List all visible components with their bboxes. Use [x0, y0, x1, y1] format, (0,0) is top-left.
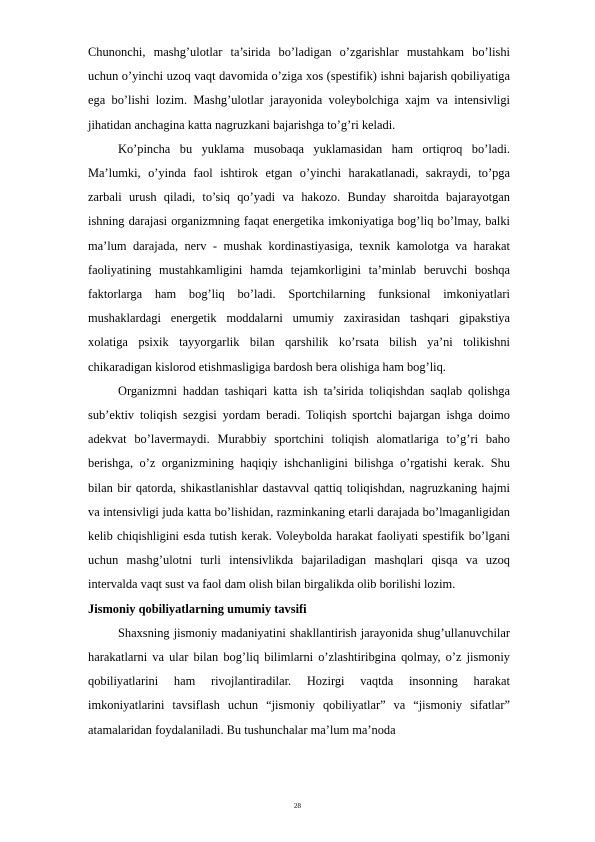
paragraph-3: Organizmni haddan tashiqari katta ish ta’sirida toliqishdan saqlab qolishga sub’ektiv toliqish sezgisi yordam beradi. Toliqish sportchi bajargan ishga doimo adekvat bo’lavermaydi. Murabbiy sportchini toliqish alomatlariga to’g’ri baho berishga, o’z organizmining haqiqiy ishchanligini bilishga o’rgatishi kerak. Shu bilan bir qatorda, shikastlanishlar dastavval qattiq toliqishdan, nagruzkaning hajmi va intensivligi juda katta bo’lishidan, razminkaning etarli darajada bo’lmaganligidan kelib chiqishligini esda tutish kerak. Voleybolda harakat faoliyati spestifik bo’lgani uchun mashg’ulotni turli intensivlikda bajariladigan mashqlari qisqa va uzoq intervalda vaqt sust va faol dam olish bilan birgalikda olib borilishi lozim. [88, 383, 510, 592]
section-heading: Jismoniy qobiliyatlarning umumiy tavsifi [88, 601, 307, 616]
page-body [88, 40, 510, 742]
paragraph-4: Shaxsning jismoniy madaniyatini shakllantirish jarayonida shug’ullanuvchilar harakatlarni va ular bilan bog’liq bilimlarni o’zlashtiribgina qolmay, o’z jismoniy qobiliyatlarini ham rivojlantiradilar. Hozirgi vaqtda insonning harakat imkoniyatlarini tavsiflash uchun “jismoniy qobiliyatlar” va “jismoniy sifatlar” atamalaridan foydalaniladi. Bu tushunchalar ma’lum ma’noda [88, 625, 510, 737]
page-number: 28 [294, 802, 301, 810]
paragraph-1: Chunonchi, mashg’ulotlar ta’sirida bo’ladigan o’zgarishlar mustahkam bo’lishi uchun o’yinchi uzoq vaqt davomida o’ziga xos (spestifik) ishni bajarish qobiliyatiga ega bo’lishi lozim. Mashg’ulotlar jarayonida voleybolchiga xajm va intensivligi jihatidan anchagina katta nagruzkani bajarishga to’g’ri keladi. [88, 45, 510, 132]
paragraph-2: Ko’pincha bu yuklama musobaqa yuklamasidan ham ortiqroq bo’ladi. Ma’lumki, o’yinda faol ishtirok etgan o’yinchi harakatlanadi, sakraydi, to’pga zarbali urush qiladi, to’siq qo’yadi va hakozo. Bunday sharoitda bajarayotgan ishning darajasi organizmning faqat energetika imkoniyatiga bog’liq bo’lmay, balki ma’lum darajada, nerv - mushak kordinastiyasiga, texnik kamolotga va harakat faoliyatining mustahkamligini hamda tejamkorligini ta’minlab beruvchi boshqa faktorlarga ham bog’liq bo’ladi. Sportchilarning funksional imkoniyatlari mushaklardagi energetik moddalarni umumiy zaxirasidan tashqari gipakstiya xolatiga psixik tayyorgarlik bilan qarshilik ko’rsata bilish ya’ni tolikishni chikaradigan kislorod etishmasligiga bardosh bera olishiga ham bog’liq. [88, 141, 510, 374]
